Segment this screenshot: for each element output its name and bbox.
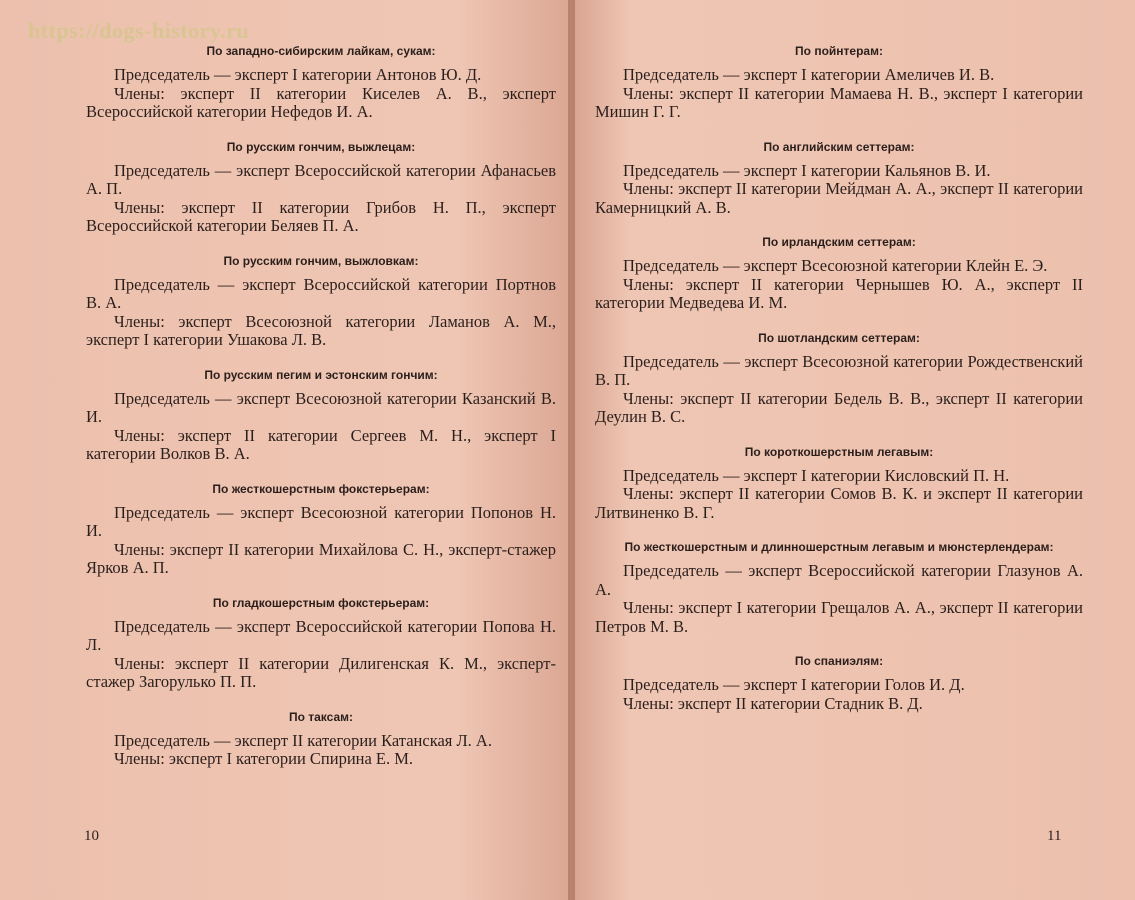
section-heading: По короткошерстным легавым: xyxy=(744,444,934,459)
right-section xyxy=(595,653,1083,713)
members-line: Члены: эксперт I категории Спирина Е. М. xyxy=(114,749,414,768)
section-heading: По русским гончим, выжловкам: xyxy=(223,253,419,268)
left-section xyxy=(86,253,556,350)
chairman-line: Председатель — эксперт I категории Антонов Ю. Д. xyxy=(114,65,482,84)
chairman-line: Председатель — эксперт I категории Кисловский П. Н. xyxy=(623,465,1010,485)
chairman-line: Председатель — эксперт Всесоюзной категории Казанский В. И. xyxy=(86,388,556,426)
members-line: Члены: эксперт II категории Киселев А. В., эксперт Всероссийской категории Нефедов И. А. xyxy=(86,83,556,121)
chairman-line: Председатель — эксперт Всесоюзной категории Клейн Е. Э. xyxy=(623,256,1048,275)
right-section xyxy=(595,139,1083,218)
section-heading: По спаниэлям: xyxy=(794,654,884,668)
right-section xyxy=(595,234,1083,313)
section-heading: По жесткошерстным фокстерьерам: xyxy=(212,481,430,496)
section-heading: По пойнтерам: xyxy=(795,44,883,58)
section-heading: По ирландским сеттерам: xyxy=(762,235,916,249)
members-line: Члены: эксперт II категории Сомов В. К. и эксперт II категории Литвиненко В. Г. xyxy=(595,484,1083,522)
page-number-left: 10 xyxy=(84,828,99,844)
left-section xyxy=(86,595,556,692)
members-line: Члены: эксперт II категории Сергеев М. Н., эксперт I категории Волков В. А. xyxy=(86,425,556,463)
chairman-line: Председатель — эксперт I категории Голов И. Д. xyxy=(623,675,965,694)
section-heading: По гладкошерстным фокстерьерам: xyxy=(212,595,430,610)
page-number-right: 11 xyxy=(1047,828,1062,844)
section-heading: По шотландским сеттерам: xyxy=(758,330,920,345)
chairman-line: Председатель — эксперт Всероссийской категории Афанасьев А. П. xyxy=(86,160,556,198)
left-section xyxy=(86,481,556,578)
watermark: https://dogs-history.ru xyxy=(28,18,250,43)
chairman-line: Председатель — эксперт I категории Амеличев И. В. xyxy=(623,65,995,84)
right-section xyxy=(595,330,1083,427)
chairman-line: Председатель — эксперт II категории Катанская Л. А. xyxy=(114,730,492,750)
left-section xyxy=(86,139,556,236)
members-line: Члены: эксперт II категории Мамаева Н. В., эксперт I категории Мишин Г. Г. xyxy=(595,83,1083,121)
chairman-line: Председатель — эксперт I категории Кальянов В. И. xyxy=(623,160,991,180)
members-line: Члены: эксперт Всесоюзной категории Ламанов А. М., эксперт I категории Ушакова Л. В. xyxy=(86,311,556,349)
section-heading: По западно-сибирским лайкам, сукам: xyxy=(206,44,436,58)
right-section xyxy=(595,539,1083,636)
members-line: Члены: эксперт II категории Чернышев Ю. А., эксперт II категории Медведева И. М. xyxy=(595,274,1083,312)
members-line: Члены: эксперт II категории Стадник В. Д. xyxy=(623,693,923,713)
section-heading: По жесткошерстным и длинношерстным легавым и мюнстерлендерам: xyxy=(624,540,1054,554)
members-line: Члены: эксперт II категории Мейдман А. А., эксперт II категории Камерницкий А. В. xyxy=(595,179,1083,217)
section-heading: По русским пегим и эстонским гончим: xyxy=(204,367,438,382)
left-section xyxy=(86,43,556,122)
section-heading: По таксам: xyxy=(288,709,354,724)
right-section xyxy=(595,43,1083,122)
members-line: Члены: эксперт II категории Дилигенская К. М., эксперт-стажер Загорулько П. П. xyxy=(86,653,556,691)
right-column xyxy=(595,43,1083,730)
chairman-line: Председатель — эксперт Всесоюзной категории Попонов Н. И. xyxy=(86,502,556,540)
chairman-line: Председатель — эксперт Всесоюзной категории Рождественский В. П. xyxy=(595,351,1083,389)
chairman-line: Председатель — эксперт Всероссийской категории Портнов В. А. xyxy=(86,274,556,312)
section-heading: По английским сеттерам: xyxy=(763,139,915,154)
right-page xyxy=(575,0,1135,900)
left-section xyxy=(86,709,556,769)
members-line: Члены: эксперт II категории Грибов Н. П., эксперт Всероссийской категории Беляев П. А. xyxy=(86,197,556,235)
left-section xyxy=(86,367,556,464)
chairman-line: Председатель — эксперт Всероссийской категории Попова Н. Л. xyxy=(86,616,556,654)
right-section xyxy=(595,444,1083,523)
members-line: Члены: эксперт I категории Грещалов А. А., эксперт II категории Петров М. В. xyxy=(595,598,1083,636)
section-heading: По русским гончим, выжлецам: xyxy=(226,139,416,154)
members-line: Члены: эксперт II категории Бедель В. В., эксперт II категории Деулин В. С. xyxy=(595,388,1083,426)
chairman-line: Председатель — эксперт Всероссийской категории Глазунов А. А. xyxy=(595,561,1083,599)
left-column xyxy=(86,43,556,786)
members-line: Члены: эксперт II категории Михайлова С. Н., эксперт-стажер Ярков А. П. xyxy=(86,539,556,577)
